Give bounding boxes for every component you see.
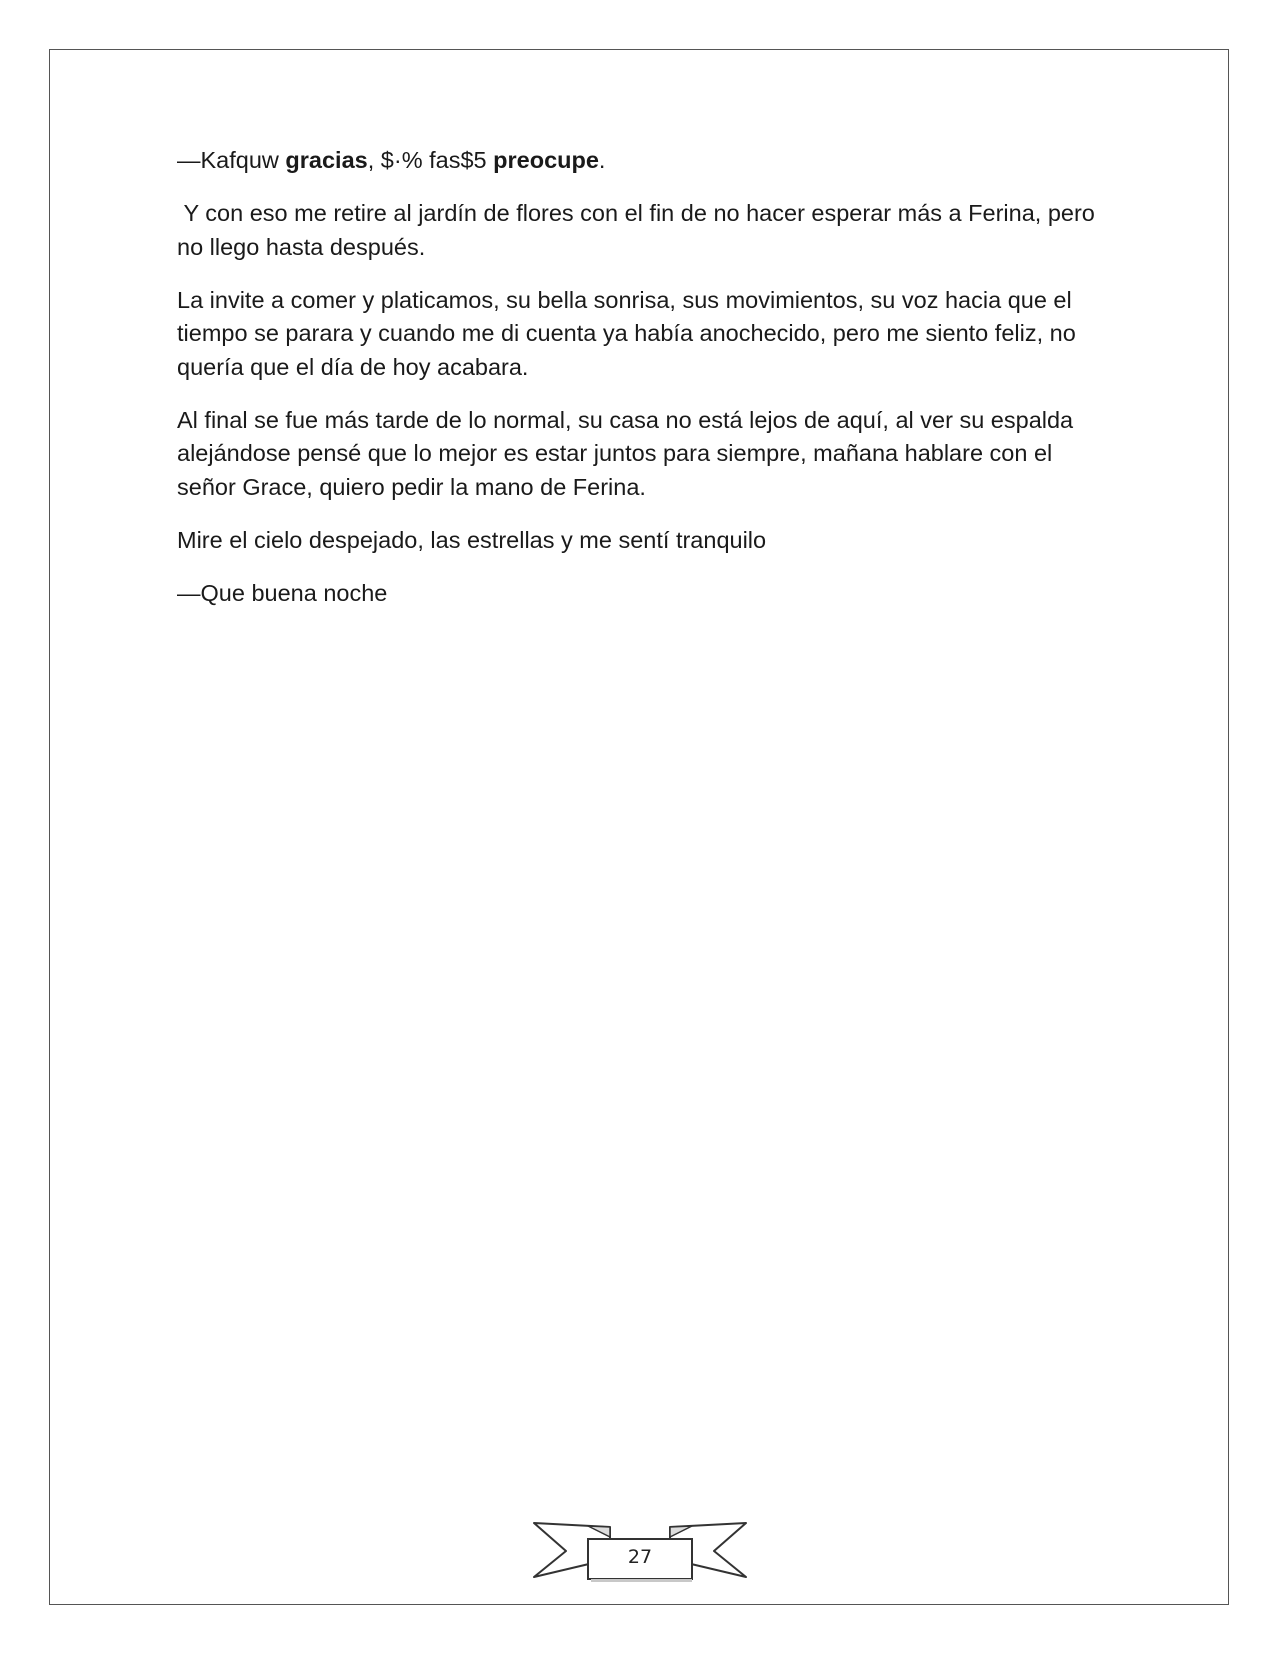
text-run: —Que buena noche (177, 579, 388, 606)
paragraph (177, 284, 1117, 385)
text-run: Al final se fue más tarde de lo normal, su casa no está lejos de aquí, al ver su espalda alejándose pensé que lo mejor es estar juntos para siempre, mañana hablare con el señor Grace, quiero pedir la mano de Ferina. (177, 406, 1074, 500)
page-number: 27 (627, 1546, 653, 1568)
text-run: Y con eso me retire al jardín de flores con el fin de no hacer esperar más a Ferina, pero no llego hasta después. (177, 200, 1102, 260)
paragraph (177, 144, 1117, 178)
page-body-text (177, 144, 1117, 630)
paragraph (177, 197, 1117, 264)
text-run: , $·% fas$5 (367, 147, 494, 173)
text-run: Mire el cielo despejado, las estrellas y me sentí tranquilo (177, 526, 767, 553)
paragraph (177, 404, 1117, 505)
text-run: —Kafquw (177, 147, 286, 173)
paragraph (177, 577, 1117, 611)
text-run: La invite a comer y platicamos, su bella sonrisa, sus movimientos, su voz hacia que el tiempo se parara y cuando me di cuenta ya había anochecido, pero me siento feliz, no quería que el día de hoy acabara. (177, 286, 1076, 380)
bold-text-run: gracias (285, 147, 368, 173)
text-run: . (598, 147, 606, 173)
bold-text-run: preocupe (493, 147, 599, 173)
paragraph (177, 524, 1117, 558)
